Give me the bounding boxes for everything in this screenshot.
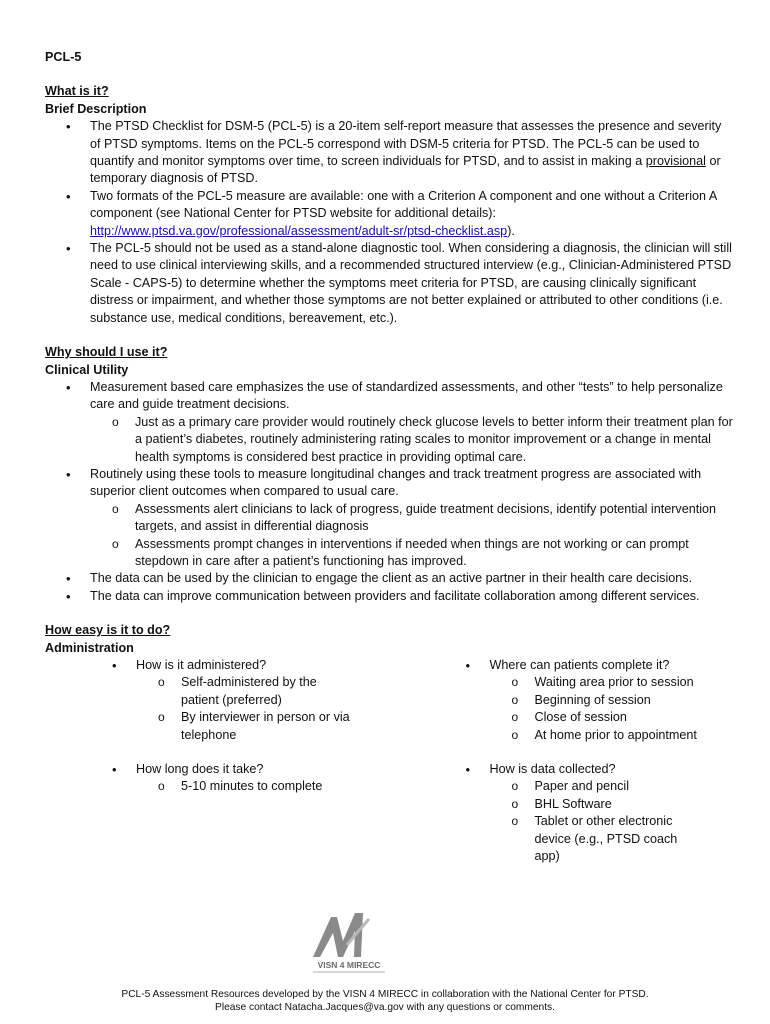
sub-list-item: o Assessments prompt changes in interventions if needed when things are not working or can prompt stepdown in care after a patient’s functioning has improved. — [90, 536, 735, 571]
footer — [0, 988, 770, 1014]
list-item: • The PTSD Checklist for DSM-5 (PCL-5) is a 20-item self-report measure that assesses the presence and severity of PTSD symptoms. Items on the PCL-5 correspond with DSM-5 criteria for PTSD. The PCL-5 can be used to quantify and monitor symptoms over time, to screen individuals for PTSD, and to assist in making a provisional or temporary diagnosis of PTSD. — [45, 118, 735, 188]
brief-description-list — [45, 118, 735, 327]
list-item: • The PCL-5 should not be used as a stand-alone diagnostic tool. When considering a diagnosis, the clinician will still need to use clinical interviewing skills, and a recommended structured interview (e.g., Clinician-Administered PTSD Scale - CAPS-5) to determine whether the symptoms meet criteria for PTSD, are causing clinically significant distress or impairment, and whether those symptoms are not better explained or attributed to other conditions (i.e. substance use, medical conditions, bereavement, etc.). — [45, 240, 735, 327]
sub-list-item: o Just as a primary care provider would routinely check glucose levels to better inform their treatment plan for a patient’s diabetes, routinely administering rating scales to monitor improvement or a change in mental health symptoms is considered best practice in providing optimal care. — [90, 414, 735, 466]
sub-list-item: o Close of session — [490, 709, 736, 726]
footer-line-1: PCL-5 Assessment Resources developed by the VISN 4 MIRECC in collaboration with the National Center for PTSD. — [121, 989, 649, 1000]
sub-list-item: o Self-administered by the patient (preferred) — [136, 674, 351, 709]
right-column — [399, 657, 736, 865]
sub-list-item: o Tablet or other electronic device (e.g., PTSD coach app) — [490, 813, 705, 865]
sub-list-item: o 5-10 minutes to complete — [136, 778, 382, 795]
section-heading-why: Why should I use it? — [45, 345, 168, 360]
sub-list-item: o At home prior to appointment — [490, 727, 736, 744]
sub-list-item: o Beginning of session — [490, 692, 736, 709]
list-item: • The data can improve communication between providers and facilitate collaboration among different services. — [45, 588, 735, 605]
clinical-utility-list — [45, 379, 735, 605]
doc-title: PCL-5 — [45, 50, 82, 64]
section-heading-how: How easy is it to do? — [45, 623, 171, 638]
subheading-brief-description: Brief Description — [45, 101, 147, 116]
question-administered: • How is it administered? — [45, 657, 382, 674]
sub-list-item: o BHL Software — [490, 796, 736, 813]
sub-list-item: o Waiting area prior to session — [490, 674, 736, 691]
list-item: • Routinely using these tools to measure longitudinal changes and track treatment progress are associated with superior client outcomes when compared to usual care. o Assessments alert clinicians to lack of progress, guide treatment decisions, identify potential intervention targets, and assist in differential diagnosis o Assessments prompt changes in interventions if needed when things are not working or can prompt stepdown in care after a patient’s functioning has improved. — [45, 466, 735, 570]
logo-text: VISN 4 MIRECC — [317, 960, 381, 970]
sub-list-item: o Assessments alert clinicians to lack of progress, guide treatment decisions, identify potential intervention targets, and assist in differential diagnosis — [90, 501, 735, 536]
document-body — [45, 49, 735, 865]
footer-line-2: Please contact Natacha.Jacques@va.gov with any questions or comments. — [215, 1002, 555, 1014]
mirecc-logo-icon — [303, 905, 395, 975]
left-column — [45, 657, 382, 865]
administration-columns — [45, 657, 735, 865]
subheading-administration: Administration — [45, 640, 134, 655]
question-how-long: • How long does it take? — [45, 761, 382, 778]
sub-list-item: o By interviewer in person or via telephone — [136, 709, 366, 744]
ptsd-checklist-link[interactable]: http://www.ptsd.va.gov/professional/assessment/adult-sr/ptsd-checklist.asp — [90, 223, 508, 238]
list-item: • Two formats of the PCL-5 measure are available: one with a Criterion A component and one without a Criterion A component (see National Center for PTSD website for additional details): http://www.ptsd.va.gov/professional/assessment/adult-sr/ptsd-checklist.asp). — [45, 188, 735, 240]
question-where: • Where can patients complete it? — [399, 657, 736, 674]
question-data-collected: • How is data collected? — [399, 761, 736, 778]
mirecc-logo — [303, 905, 395, 975]
sub-list-item: o Paper and pencil — [490, 778, 736, 795]
list-item: • Measurement based care emphasizes the use of standardized assessments, and other “tests” to help personalize care and guide treatment decisions. o Just as a primary care provider would routinely check glucose levels to better inform their treatment plan for a patient’s diabetes, routinely administering rating scales to monitor improvement or a change in mental health symptoms is considered best practice in providing optimal care. — [45, 379, 735, 466]
subheading-clinical-utility: Clinical Utility — [45, 362, 129, 377]
section-heading-what: What is it? — [45, 84, 109, 99]
list-item: • The data can be used by the clinician to engage the client as an active partner in their health care decisions. — [45, 570, 735, 587]
